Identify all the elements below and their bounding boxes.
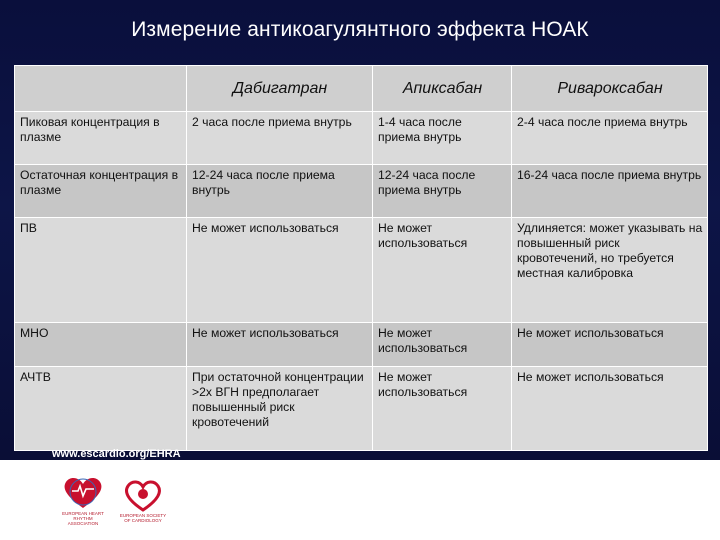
table-cell: 2 часа после приема внутрь (187, 112, 373, 165)
table-header-row (15, 66, 708, 112)
ehra-logo-text: EUROPEAN HEART RHYTHM ASSOCIATION (62, 511, 104, 526)
table-cell: Удлиняется: может указывать на повышенный риск кровотечений, но требуется местная калибровка (512, 218, 708, 323)
row-label: МНО (15, 323, 187, 367)
esc-heart-icon (118, 478, 168, 512)
table-cell: 1-4 часа после приема внутрь (373, 112, 512, 165)
esc-logo-text: EUROPEAN SOCIETY OF CARDIOLOGY (119, 513, 167, 523)
table-cell: Не может использоваться (373, 218, 512, 323)
ehra-heart-icon (58, 474, 108, 510)
row-label: Остаточная концентрация в плазме (15, 165, 187, 218)
header-empty (15, 66, 187, 112)
table-cell: Не может использоваться (187, 218, 373, 323)
esc-logo (118, 478, 168, 536)
table-cell: 12-24 часа после приема внутрь (187, 165, 373, 218)
comparison-table (14, 65, 708, 451)
table-cell: Не может использоваться (187, 323, 373, 367)
table-cell: Не может использоваться (512, 367, 708, 451)
ehra-logo (58, 474, 108, 536)
row-label: АЧТВ (15, 367, 187, 451)
header-apixaban: Апиксабан (373, 66, 512, 112)
table-row (15, 367, 708, 451)
table-cell: 2-4 часа после приема внутрь (512, 112, 708, 165)
table-cell: 12-24 часа после приема внутрь (373, 165, 512, 218)
table-row (15, 112, 708, 165)
table-cell: 16-24 часа после приема внутрь (512, 165, 708, 218)
table-row (15, 323, 708, 367)
table-cell: Не может использоваться (512, 323, 708, 367)
row-label: Пиковая концентрация в плазме (15, 112, 187, 165)
header-rivaroxaban: Ривароксабан (512, 66, 708, 112)
table-cell: Не может использоваться (373, 367, 512, 451)
table-cell: При остаточной концентрации >2х ВГН предполагает повышенный риск кровотечений (187, 367, 373, 451)
header-dabigatran: Дабигатран (187, 66, 373, 112)
website-link[interactable]: www.escardio.org/EHRA (52, 448, 181, 460)
table-cell: Не может использоваться (373, 323, 512, 367)
table-row (15, 218, 708, 323)
table-row (15, 165, 708, 218)
slide-title: Измерение антикоагулянтного эффекта НОАК (131, 18, 589, 41)
row-label: ПВ (15, 218, 187, 323)
